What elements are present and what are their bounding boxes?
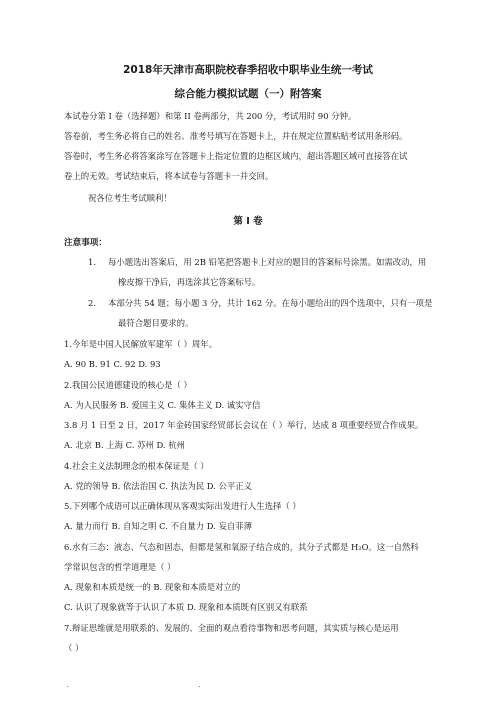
document-title: 2018年天津市高职院校春季招收中职毕业生统一考试 <box>123 64 373 76</box>
question-options: A. 为人民服务 B. 爱国主义 C. 集体主义 D. 诚实守信 <box>64 400 261 410</box>
question-line: 3.8 月 1 日至 2 日，2017 年金砖国家经贸部长会议在（ ）举行，达成 8 项重要经贸合作成果。 <box>64 420 424 430</box>
notice-item-line: 本部分共 54 题；每小题 3 分，共计 162 分。在每小题给出的四个选项中，只有一项是 <box>108 298 433 308</box>
question-options: C. 认识了现象就等于认识了本质 D. 现象和本质既有区别又有联系 <box>64 602 308 612</box>
question-line: 7.辩证思维就是用联系的、发展的、全面的观点看待事物和思考问题，其实质与核心是运用 <box>64 623 399 633</box>
question-line: 1.今年是中国人民解放军建军（ ）周年。 <box>64 339 218 349</box>
question-line: 5.下列哪个成语可以正确体现从客观实际出发进行人生选择（ ） <box>64 501 301 511</box>
section-title: 第 I 卷 <box>233 216 263 227</box>
question-options: A. 党的领导 B. 依法治国 C. 执法为民 D. 公平正义 <box>64 481 253 491</box>
notice-item-number: 2. <box>88 298 96 308</box>
question-line: 6.水有三态：液态、气态和固态，但都是氢和氧原子结合成的，其分子式都是 H₂O。这一自然科 <box>64 542 419 552</box>
notice-item-number: 1. <box>88 257 96 267</box>
question-options: A. 90 B. 91 C. 92 D. 93 <box>64 359 161 369</box>
intro-line-1: 本试卷分第 I 卷（选择题）和第 II 卷两部分，共 200 分，考试用时 90 分钟。 <box>64 111 357 121</box>
intro-line-5: 祝各位考生考试顺利！ <box>88 193 172 203</box>
notice-heading: 注意事项： <box>64 238 107 248</box>
footer-mark-left: . <box>66 680 69 689</box>
question-options: A. 北京 B. 上海 C. 苏州 D. 杭州 <box>64 440 186 450</box>
notice-item-line: 每小题选出答案后，用 2B 铅笔把答题卡上对应的题目的答案标号涂黑。如需改动，用 <box>108 257 427 267</box>
question-options: A. 量力而行 B. 自知之明 C. 不自量力 D. 妄自菲薄 <box>64 521 253 531</box>
notice-item-line: 橡皮擦干净后，再选涂其它答案标号。 <box>118 277 261 287</box>
notice-item-line: 最符合题目要求的。 <box>118 318 194 328</box>
question-line: 4.社会主义法制理念的根本保证是（ ） <box>64 461 209 471</box>
question-line: （ ） <box>64 643 84 653</box>
intro-line-3: 答卷时，考生务必将答案涂写在答题卡上指定位置的边框区域内，超出答题区域可直接答在试 <box>64 151 408 161</box>
intro-line-4: 卷上的无效。考试结束后，将本试卷与答题卡一并交回。 <box>64 171 274 181</box>
intro-line-2: 答卷前，考生务必将自己的姓名、准考号填写在答题卡上，并在规定位置粘贴考试用条形码。 <box>64 131 408 141</box>
question-line: 学常识包含的哲学道理是（ ） <box>64 562 176 572</box>
footer-mark-right: . <box>198 680 201 689</box>
question-options: A. 现象和本质是统一的 B. 现象和本质是对立的 <box>64 582 241 592</box>
question-line: 2.我国公民道德建设的核心是（ ） <box>64 380 192 390</box>
document-subtitle: 综合能力模拟试题（一）附答案 <box>174 88 322 100</box>
